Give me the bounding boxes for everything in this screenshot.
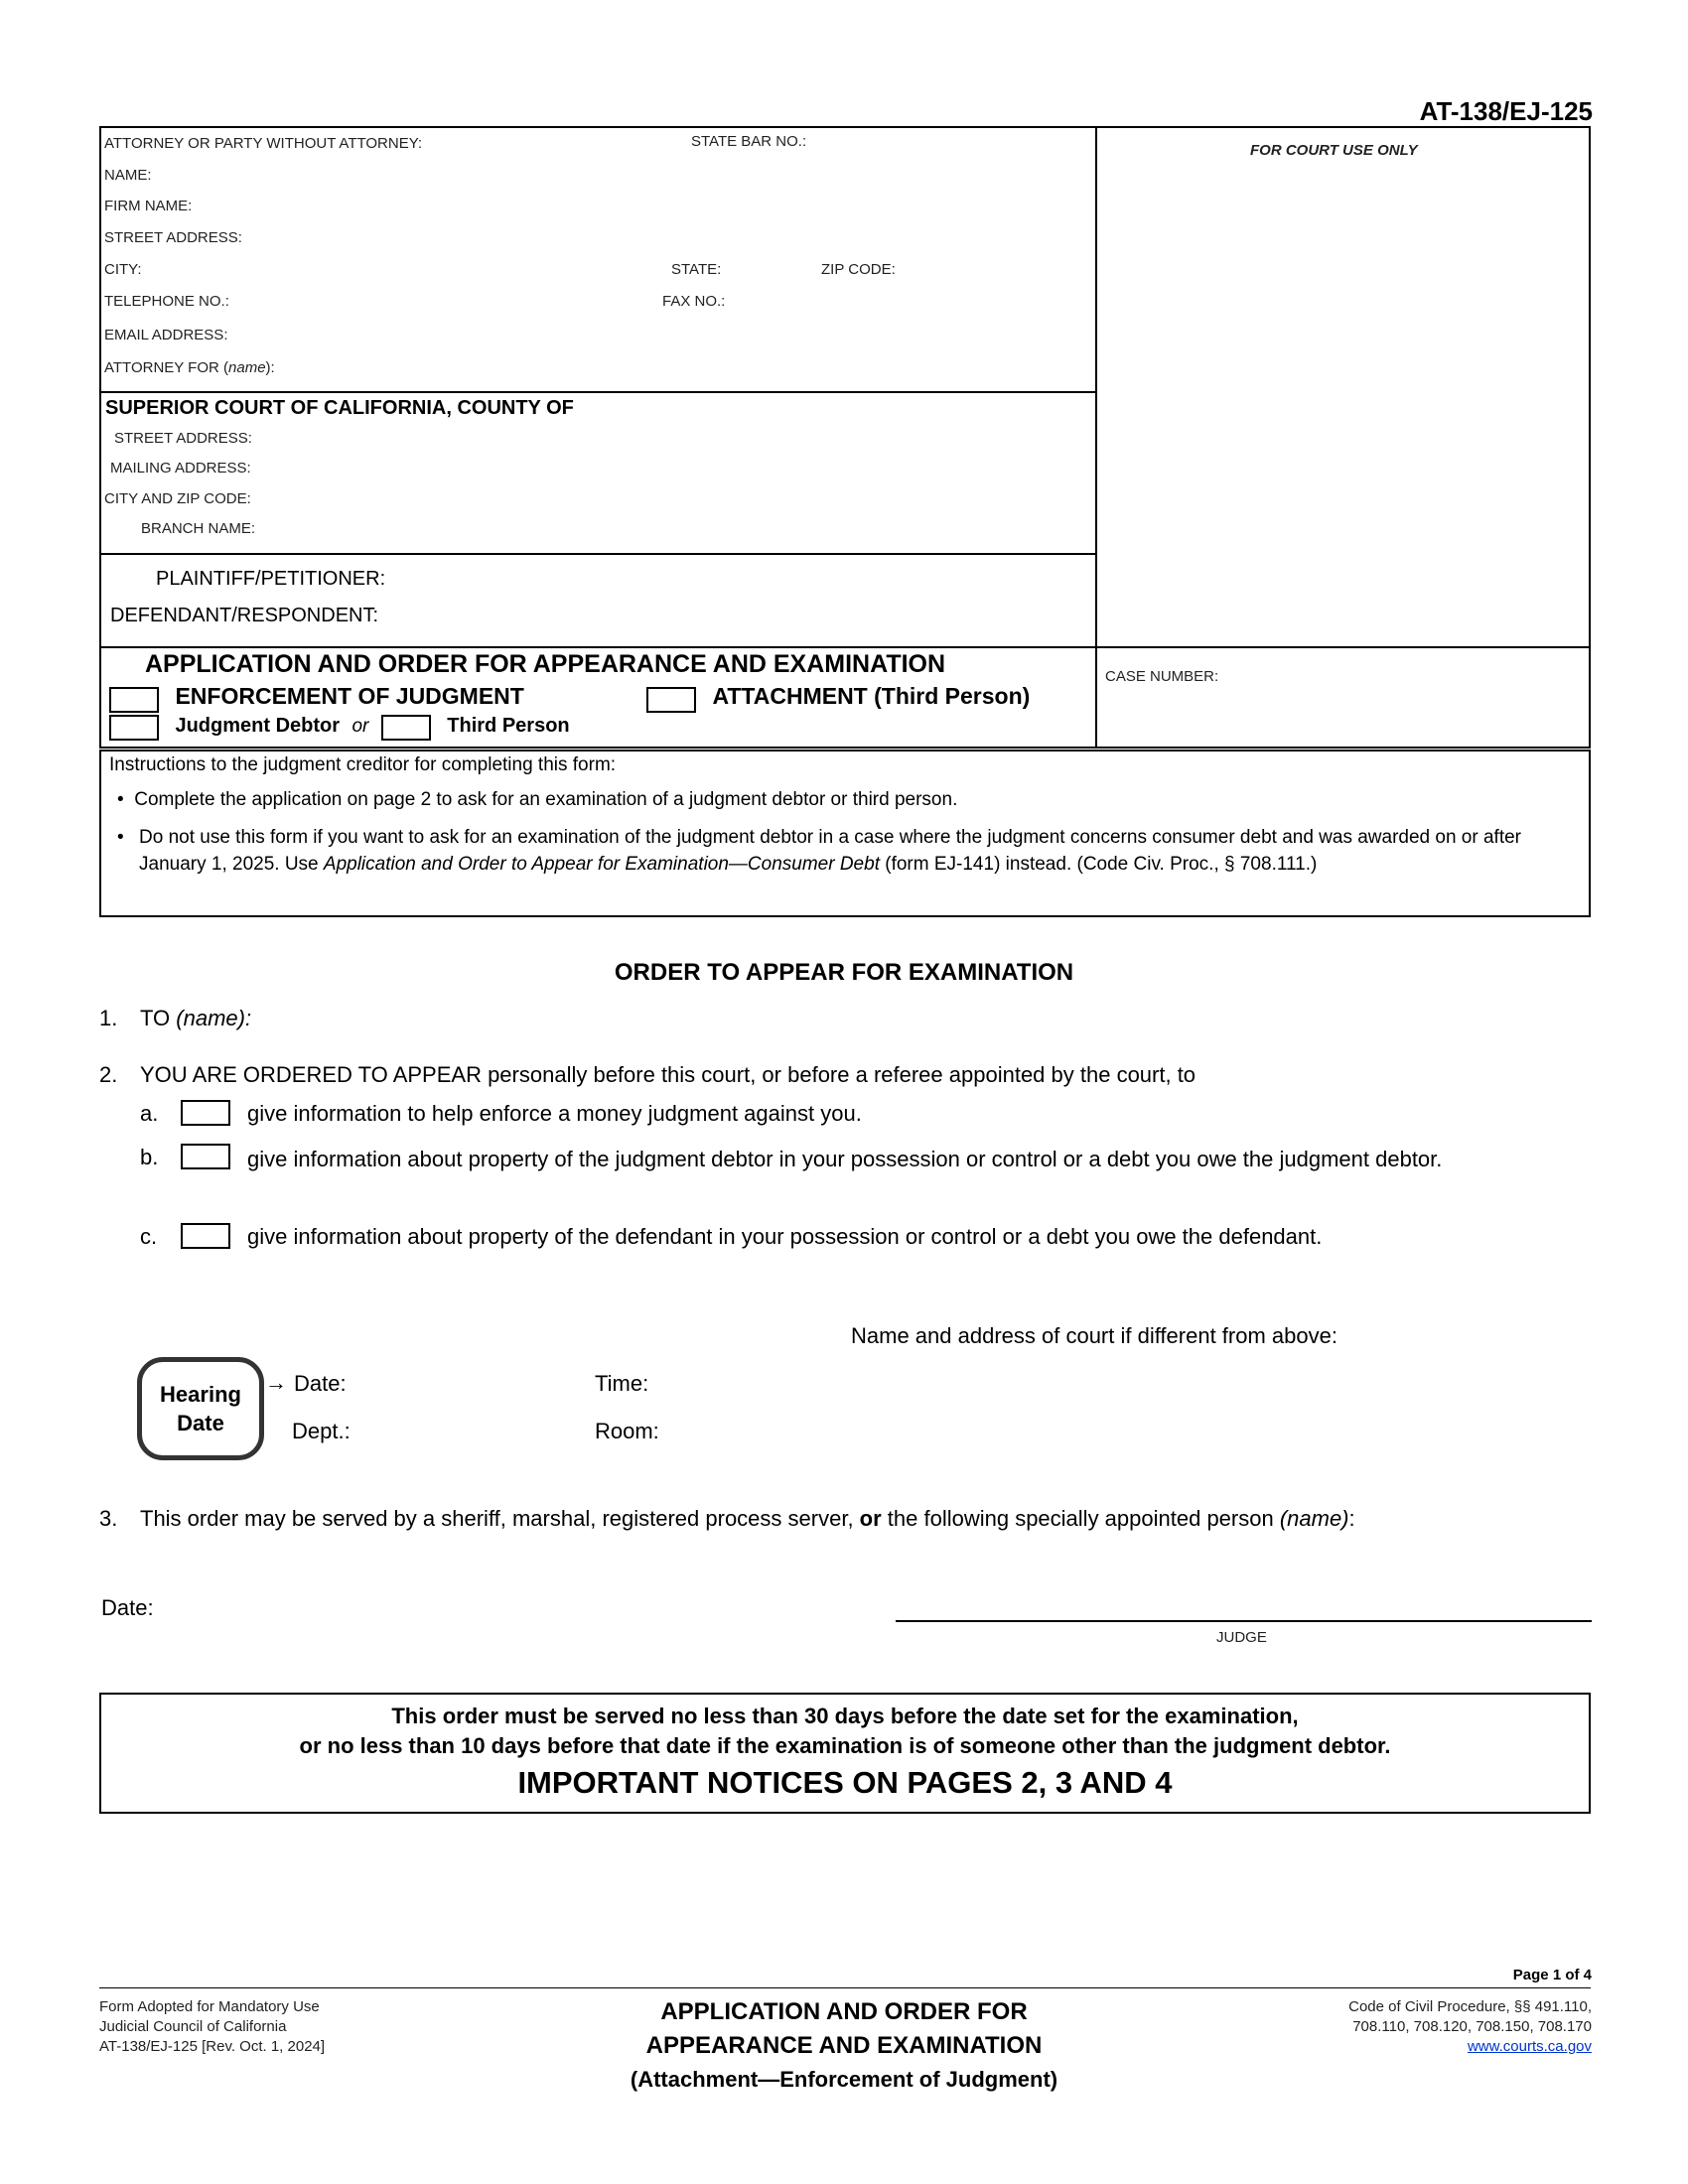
hearing-line-2: Date <box>177 1411 224 1435</box>
order-heading: ORDER TO APPEAR FOR EXAMINATION <box>614 959 1074 986</box>
name-label: NAME: <box>104 167 152 184</box>
email-label: EMAIL ADDRESS: <box>104 327 228 343</box>
footer-center-3: (Attachment—Enforcement of Judgment) <box>630 2067 1058 2092</box>
judge-label: JUDGE <box>1216 1629 1267 1646</box>
court-title: SUPERIOR COURT OF CALIFORNIA, COUNTY OF <box>105 397 574 419</box>
form-title: APPLICATION AND ORDER FOR APPEARANCE AND EXAMINATION <box>145 650 946 678</box>
sign-date-label: Date: <box>101 1595 154 1620</box>
item2a-text: give information to help enforce a money judgment against you. <box>247 1101 862 1126</box>
zip-label: ZIP CODE: <box>821 261 896 278</box>
notice-line-2: or no less than 10 days before that date if the examination is of someone other than the judgment debtor. <box>299 1733 1391 1758</box>
footer-left-3: AT-138/EJ-125 [Rev. Oct. 1, 2024] <box>99 2038 326 2055</box>
enforcement-row <box>109 683 524 713</box>
notice-box <box>99 1693 1591 1814</box>
city-label: CITY: <box>104 261 142 278</box>
item3-number: 3. <box>99 1506 118 1531</box>
instructions-heading: Instructions to the judgment creditor for completing this form: <box>109 754 617 775</box>
attachment-row <box>646 683 1030 713</box>
divider-attorney <box>99 391 1097 393</box>
phone-label: TELEPHONE NO.: <box>104 293 229 310</box>
hearing-room-label: Room: <box>595 1419 659 1443</box>
footer-right <box>1348 1997 1592 2057</box>
item1-number: 1. <box>99 1006 118 1030</box>
defendant-label: DEFENDANT/RESPONDENT: <box>110 605 379 626</box>
judge-signature-line <box>896 1620 1592 1622</box>
attorney-for-label: ATTORNEY FOR (name): <box>104 359 275 376</box>
hearing-dept-label: Dept.: <box>292 1419 351 1443</box>
third-person-label: Third Person <box>447 715 570 738</box>
item2c-letter: c. <box>140 1224 158 1249</box>
hearing-date-badge <box>137 1357 264 1460</box>
divider-court <box>99 553 1097 555</box>
hearing-time-label: Time: <box>595 1371 649 1396</box>
case-number-label: CASE NUMBER: <box>1105 668 1219 685</box>
attachment-label: ATTACHMENT (Third Person) <box>712 683 1031 709</box>
enforcement-checkbox[interactable] <box>109 687 159 713</box>
item2-text: YOU ARE ORDERED TO APPEAR personally before this court, or before a referee appointed by the court, to <box>140 1062 1196 1087</box>
notice-line-3: IMPORTANT NOTICES ON PAGES 2, 3 AND 4 <box>517 1765 1173 1800</box>
item2a-checkbox[interactable] <box>181 1100 230 1126</box>
court-different-label: Name and address of court if different from above: <box>851 1323 1337 1348</box>
courts-website-link[interactable]: www.courts.ca.gov <box>1467 2038 1592 2055</box>
fax-label: FAX NO.: <box>662 293 726 310</box>
footer-right-1: Code of Civil Procedure, §§ 491.110, <box>1348 1998 1592 2015</box>
divider-parties <box>99 646 1591 648</box>
or-label: or <box>352 716 369 738</box>
page-number: Page 1 of 4 <box>1512 1967 1592 1983</box>
court-mailing-label: MAILING ADDRESS: <box>110 460 251 477</box>
item1-text: TO (name): <box>140 1006 252 1030</box>
footer-center-1: APPLICATION AND ORDER FOR <box>660 1998 1028 2025</box>
arrow-icon: → <box>265 1370 287 1395</box>
judgment-debtor-label: Judgment Debtor <box>175 715 341 738</box>
item2c-checkbox[interactable] <box>181 1223 230 1249</box>
footer-left-2: Judicial Council of California <box>99 2018 287 2035</box>
instruction-bullet-1: • Complete the application on page 2 to ask for an examination of a judgment debtor or third person. <box>117 789 958 810</box>
state-bar-label: STATE BAR NO.: <box>691 133 807 150</box>
item2b-checkbox[interactable] <box>181 1144 230 1169</box>
judgment-debtor-checkbox[interactable] <box>109 715 159 741</box>
state-label: STATE: <box>671 261 722 278</box>
footer-right-2: 708.110, 708.120, 708.150, 708.170 <box>1352 2018 1592 2035</box>
item2a-letter: a. <box>140 1101 159 1126</box>
attorney-label: ATTORNEY OR PARTY WITHOUT ATTORNEY: <box>104 135 423 152</box>
firm-label: FIRM NAME: <box>104 198 193 214</box>
court-city-zip-label: CITY AND ZIP CODE: <box>104 490 251 507</box>
court-branch-label: BRANCH NAME: <box>141 520 256 537</box>
item2-number: 2. <box>99 1062 118 1087</box>
item2b-text: give information about property of the judgment debtor in your possession or control or a debt you owe the judgment debtor. <box>247 1147 1443 1171</box>
footer-center-2: APPEARANCE AND EXAMINATION <box>645 2032 1043 2059</box>
court-street-label: STREET ADDRESS: <box>114 430 252 447</box>
attachment-checkbox[interactable] <box>646 687 696 713</box>
instruction-bullet-2: • Do not use this form if you want to ask for an examination of the judgment debtor in a case where the judgment concerns consumer debt and was awarded on or after January 1, 2025. Use Application and Order to Appear for Examination—Consumer Debt (form EJ-141) instead. (Code Civ. Proc., § 708.111.) <box>117 827 1522 875</box>
third-person-checkbox[interactable] <box>381 715 431 741</box>
footer-rule <box>99 1987 1591 1988</box>
hearing-date-label: Date: <box>294 1371 347 1396</box>
footer-left-1: Form Adopted for Mandatory Use <box>99 1998 320 2015</box>
item2b-letter: b. <box>140 1145 159 1169</box>
enforcement-label: ENFORCEMENT OF JUDGMENT <box>175 683 524 709</box>
hearing-line-1: Hearing <box>160 1382 241 1407</box>
form-id: AT-138/EJ-125 <box>1419 96 1593 126</box>
notice-line-1: This order must be served no less than 30 days before the date set for the examination, <box>391 1704 1299 1728</box>
debtor-row <box>109 715 570 741</box>
plaintiff-label: PLAINTIFF/PETITIONER: <box>156 568 386 590</box>
item2c-text: give information about property of the defendant in your possession or control or a debt you owe the defendant. <box>247 1224 1323 1249</box>
court-use-label: FOR COURT USE ONLY <box>1250 142 1418 159</box>
street-label: STREET ADDRESS: <box>104 229 242 246</box>
item3-text: This order may be served by a sheriff, marshal, registered process server, or the following specially appointed person (name): <box>140 1506 1355 1531</box>
caption-divider <box>1095 126 1097 749</box>
